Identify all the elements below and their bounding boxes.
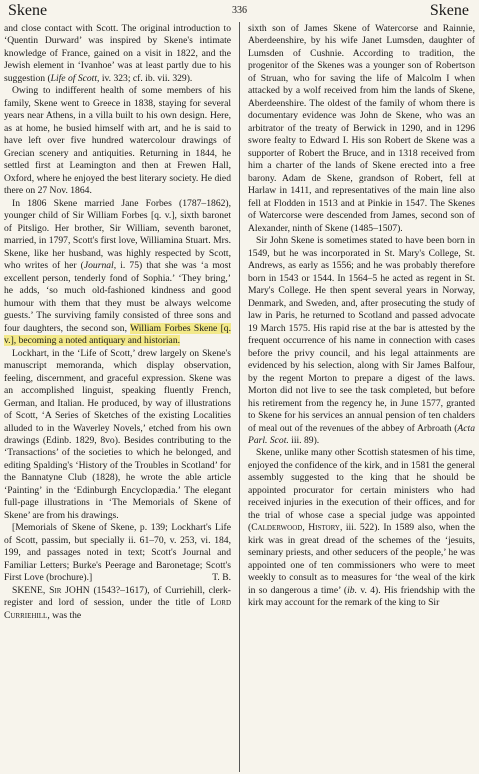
text: , i. 75) that she was ‘a most excellent person, tenderly fond of Sophia.’ ‘They bring,’ he adds, ‘so much old-fashioned kindness and good humour with them that they must be always welcome guests.’ The surviving family consisted of three sons and four daughters, the second son, bbox=[4, 260, 231, 334]
paragraph: Lockhart, in the ‘Life of Scott,’ drew largely on Skene's manuscript memoranda, which display observation, feeling, discernment, and graceful expression. Skene was an accomplished linguist, speaking fluently French, German, and Italian. He produced, by way of illustrations of Scott, ‘A Series of Sketches of the existing Localities alluded to in the Waverley Novels,’ etched from his own drawings (Edinb. 1829, 8vo). Besides contributing to the ‘Transactions’ of the societies to which he belonged, and editing Spalding's ‘History of the Troubles in Scotland’ for the Bannatyne Club (1828), he wrote the able article ‘Painting’ in the ‘Edinburgh Encyclopædia.’ The elegant full-page illustrations in ‘The Memorials of Skene of Skene’ are from his drawings. bbox=[4, 347, 231, 521]
paragraph bbox=[248, 235, 475, 447]
citation: Calderwood, History bbox=[251, 522, 340, 534]
text: v. 4). His friendship with the kirk may account for the remark of the king to Sir bbox=[248, 584, 475, 609]
paragraph bbox=[4, 198, 231, 348]
text: and close contact with Scott. The original introduction to ‘Quentin Durward’ was inspired by Skene's intimate knowledge of France, gained on a visit in 1822, and the Jewish element in ‘Ivanhoe’ was at least partly due to his suggestion ( bbox=[4, 23, 231, 84]
text: , was the bbox=[47, 609, 82, 621]
right-column bbox=[248, 23, 475, 771]
page-number: 336 bbox=[232, 5, 247, 16]
text: (1543?–1617), of Curriehill, clerk-register and lord of session, under the title of bbox=[4, 584, 231, 609]
author-initials: T. B. bbox=[212, 572, 231, 584]
text: Skene, unlike many other Scottish statesmen of his time, enjoyed the confidence of the kirk, and in 1581 the general assembly suggested to the king that he should be appointed procurator for certain ministers who had received injuries in the execution of their offices, and for the trial of whose case a special judge was appointed ( bbox=[248, 447, 475, 534]
entry-heading bbox=[4, 585, 231, 622]
text: , iv. 323; cf. ib. vii. 329). bbox=[97, 72, 193, 84]
running-head-right: Skene bbox=[429, 2, 469, 19]
highlighted-text: William Forbes Skene [q. v.], becoming a noted antiquary and historian. bbox=[4, 322, 231, 347]
paragraph: Owing to indifferent health of some members of his family, Skene went to Greece in 1838, staying for several years near Athens, in a villa built to his own design. Here, as at home, he busied himself with art, and he is said to have left over five hundred watercolour drawings of Grecian scenery and antiquities. Returning in 1844, he settled first at Leamington and then at Frewen Hall, Oxford, where he enjoyed the best literary society. He died there on 27 Nov. 1864. bbox=[4, 85, 231, 197]
references bbox=[4, 522, 231, 584]
text: , iii. 522). In 1589 also, when the kirk was in great dread of the schemes of the ‘jesuits, seminary priests, and other seducers of the people,’ he was appointed one of ten commissioners who were to meet weekly to consult as to measures for ‘the weal of the kirk in so dangerous a time’ ( bbox=[248, 522, 475, 596]
citation: ib. bbox=[347, 584, 357, 596]
text: Sir John Skene is sometimes stated to have been born in 1549, but he was incorporated in St. Mary's College, St. Andrews, as early as 1556; and he was probably therefore born in 1543 or 1544. In 1564–5 he acted as regent in St. Mary's College. He then spent several years in Norway, Denmark, and Sweden, and, after prosecuting the study of law in Paris, he returned to Scotland and passed advocate 19 March 1575. His rapid rise at the bar is attested by the frequent occurrence of his name in connection with cases before the privy council, and his legal attainments are evidenced by his selection, along with Sir James Balfour, by the regent Morton to prepare a digest of the laws. Morton did not live to see the task completed, but before his retirement from the regency he, in June 1577, granted to Skene for his services an annual pension of ten chalders of meal out of the revenues of the abbey of Arbroath ( bbox=[248, 235, 475, 434]
references-text: [Memorials of Skene of Skene, p. 139; Lockhart's Life of Scott, passim, but specially ii. 61–70, v. 253, vi. 184, 199, and passages noted in text; Scott's Journal and Familiar Letters; Burke's Peerage and Baronetage; Scott's First Love (brochure).] bbox=[4, 522, 231, 584]
left-column bbox=[4, 23, 231, 771]
citation: Life of Scott bbox=[50, 72, 98, 84]
text: iii. 89). bbox=[288, 434, 320, 446]
citation: Acta Parl. Scot. bbox=[248, 422, 475, 446]
text: In 1806 Skene married Jane Forbes (1787–1862), younger child of Sir William Forbes [q. v.], sixth baronet of Pitsligo. Her brother, Sir William, seventh baronet, married, in 1797, Scott's first love, Williamina Stuart. Mrs. Skene, like her husband, was highly respected by Scott, who writes of her ( bbox=[4, 197, 231, 272]
paragraph: sixth son of James Skene of Watercorse and Rainnie, Aberdeenshire, by his wife Janet Lumsden, daughter of Lumsden of Cushnie. According to tradition, the progenitor of the Skenes was a younger son of Robertson of Struan, who for saving the life of Malcolm I when attacked by a wolf received from him the lands of Skene, Aberdeenshire. The oldest of the family of whom there is documentary evidence was John de Skene, who was an arbitrator of the treaty of Berwick in 1290, and in 1296 swore fealty to Edward I. His son Robert de Skene was a supporter of Robert the Bruce, and in 1318 received from him a charter of the lands of Skene erected into a free barony. Adam de Skene, grandson of Robert, fell at Harlaw in 1411, and representatives of the main line also fell at Flodden in 1513 and at Pinkie in 1547. The Skenes of Watercorse were descended from James, second son of Alexander, ninth of Skene (1485–1507). bbox=[248, 23, 475, 234]
page-header bbox=[0, 0, 479, 22]
entry-title: Lord Curriehill bbox=[4, 597, 231, 621]
running-head-left: Skene bbox=[8, 2, 48, 19]
paragraph bbox=[4, 23, 231, 85]
citation: Journal bbox=[83, 260, 114, 272]
column-divider bbox=[239, 22, 240, 772]
paragraph bbox=[248, 447, 475, 609]
entry-name: SKENE, Sir JOHN bbox=[12, 584, 90, 596]
